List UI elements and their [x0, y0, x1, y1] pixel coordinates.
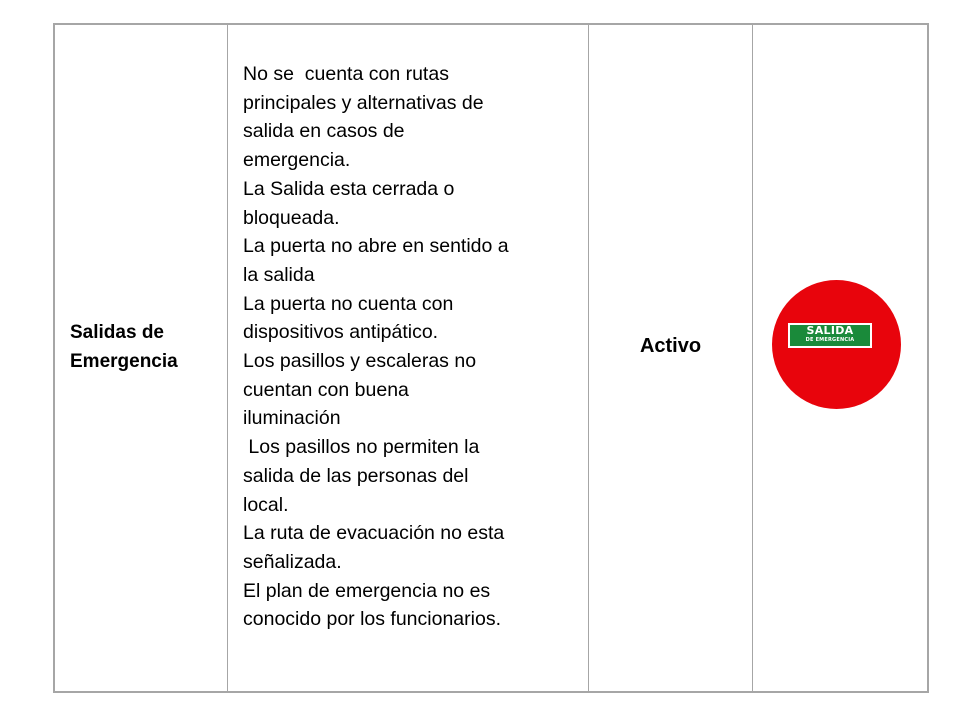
risk-level-circle-icon [772, 280, 901, 409]
risk-table-row [53, 23, 929, 693]
description-line: salida de las personas del [243, 464, 469, 487]
description-line: cuentan con buena [243, 378, 409, 401]
description-line: No se cuenta con rutas [243, 63, 449, 85]
description-line: principales y alternativas de [243, 91, 484, 114]
description-line: dispositivos antipático. [243, 321, 439, 344]
status-label: Activo [639, 335, 702, 357]
description-line: La puerta no abre en sentido a [243, 235, 509, 258]
description-line: conocido por los funcionarios. [243, 608, 501, 631]
description-line: emergencia. [243, 149, 351, 172]
description-line: La ruta de evacuación no esta [243, 522, 505, 545]
emergency-exit-sign-icon [788, 323, 872, 348]
description-line: iluminación [243, 407, 341, 430]
description-line: bloqueada. [243, 206, 340, 229]
sign-main-text: SALIDA [806, 324, 854, 337]
description-line: la salida [243, 263, 315, 286]
description-cell [228, 25, 589, 691]
description-line: local. [243, 493, 289, 516]
category-label: Salidas de Emergencia [70, 322, 178, 372]
category-cell [55, 25, 228, 691]
description-line: Los pasillos no permiten la [243, 436, 480, 459]
description-line: La Salida esta cerrada o [243, 177, 455, 200]
description-line: Los pasillos y escaleras no [243, 350, 477, 373]
description-text [243, 60, 578, 634]
description-line: El plan de emergencia no es [243, 579, 491, 602]
description-line: salida en casos de [243, 120, 405, 143]
status-cell [589, 25, 753, 691]
sign-cell [753, 25, 927, 691]
description-line: La puerta no cuenta con [243, 292, 454, 315]
sign-sub-text: DE EMERGENCIA [805, 337, 855, 343]
description-line: señalizada. [243, 550, 342, 573]
